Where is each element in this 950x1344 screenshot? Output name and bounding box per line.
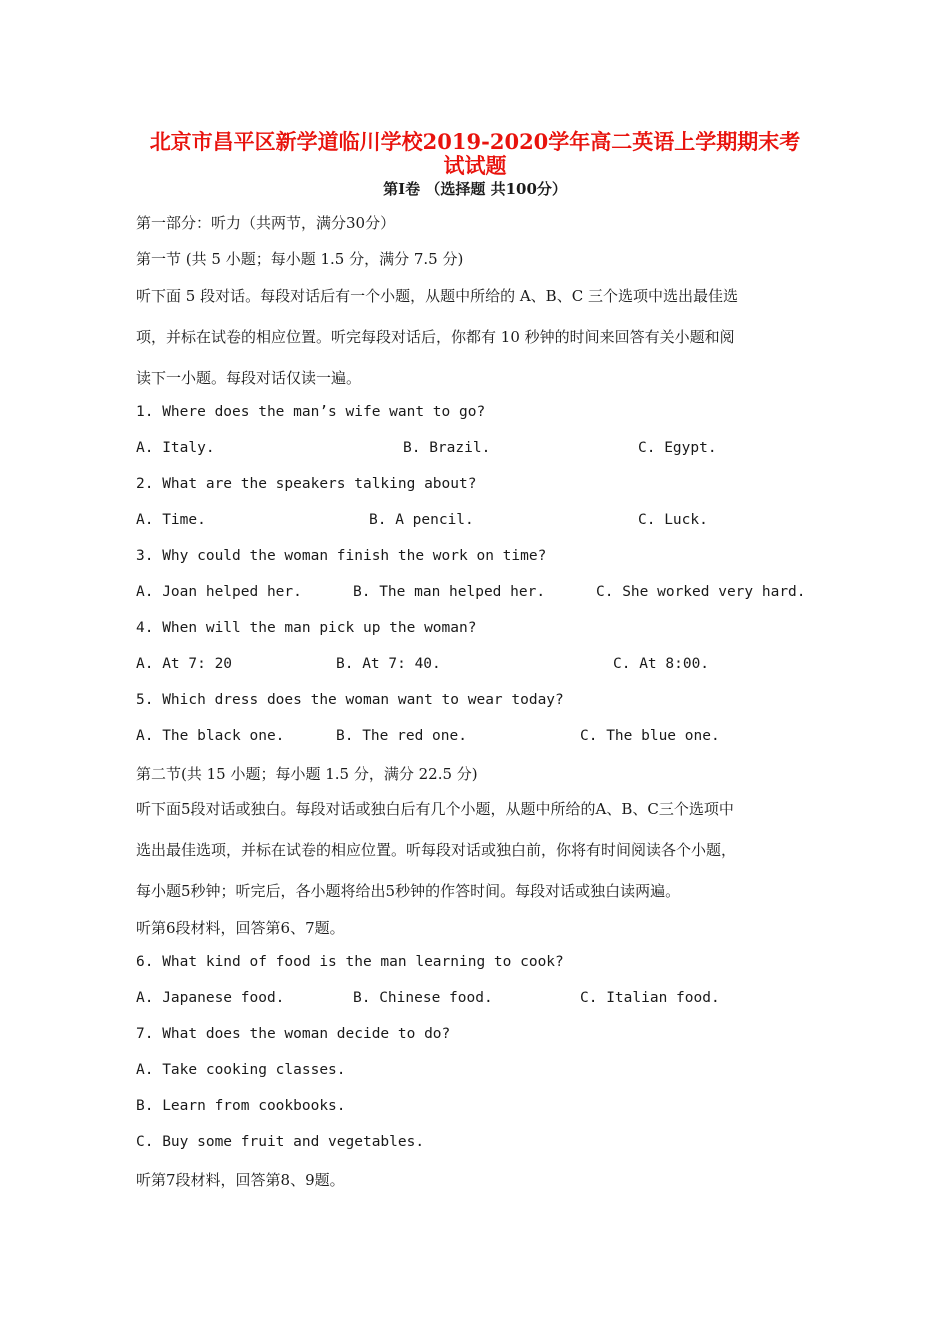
q5-option-b: B. The red one. xyxy=(336,728,467,744)
section-1-instruction: 听下面 5 段对话。每段对话后有一个小题，从题中所给的 A、B、C 三个选项中选出最佳选 xyxy=(136,287,738,305)
q1-option-a: A. Italy. xyxy=(136,440,215,456)
q4-option-b: B. At 7: 40. xyxy=(336,656,441,672)
section-1-instruction: 读下一小题。每段对话仅读一遍。 xyxy=(136,369,362,387)
question-2: 2. What are the speakers talking about? xyxy=(136,476,477,492)
section-2-instruction: 选出最佳选项，并标在试卷的相应位置。听每段对话或独白前，你将有时间阅读各个小题， xyxy=(136,841,737,859)
q1-option-b: B. Brazil. xyxy=(403,440,491,456)
section-2-instruction: 听下面5段对话或独白。每段对话或独白后有几个小题，从题中所给的A、B、C三个选项中 xyxy=(136,800,734,818)
material-7-heading: 听第7段材料，回答第8、9题。 xyxy=(136,1171,345,1189)
question-7: 7. What does the woman decide to do? xyxy=(136,1026,451,1042)
q2-option-b: B. A pencil. xyxy=(369,512,474,528)
material-6-heading: 听第6段材料，回答第6、7题。 xyxy=(136,919,345,937)
question-3: 3. Why could the woman finish the work on time? xyxy=(136,548,547,564)
q4-option-a: A. At 7: 20 xyxy=(136,656,233,672)
q3-option-a: A. Joan helped her. xyxy=(136,584,302,600)
q1-option-c: C. Egypt. xyxy=(638,440,717,456)
q3-option-b: B. The man helped her. xyxy=(353,584,546,600)
q7-option-a: A. Take cooking classes. xyxy=(136,1062,346,1078)
q6-option-a: A. Japanese food. xyxy=(136,990,285,1006)
q6-option-b: B. Chinese food. xyxy=(353,990,493,1006)
q3-option-c: C. She worked very hard. xyxy=(596,584,806,600)
section-1-instruction: 项，并标在试卷的相应位置。听完每段对话后，你都有 10 秒钟的时间来回答有关小题和阅 xyxy=(136,328,735,346)
q6-option-c: C. Italian food. xyxy=(580,990,720,1006)
q2-option-c: C. Luck. xyxy=(638,512,708,528)
section-2-heading: 第二节(共 15 小题；每小题 1.5 分，满分 22.5 分) xyxy=(136,765,478,783)
q2-option-a: A. Time. xyxy=(136,512,206,528)
question-4: 4. When will the man pick up the woman? xyxy=(136,620,477,636)
section-1-heading: 第一节 (共 5 小题；每小题 1.5 分，满分 7.5 分) xyxy=(136,250,464,268)
document-title-line-2: 试试题 xyxy=(443,153,507,178)
q4-option-c: C. At 8:00. xyxy=(613,656,710,672)
document-title-line-1: 北京市昌平区新学道临川学校2019-2020学年高二英语上学期期末考 xyxy=(149,129,801,154)
q5-option-c: C. The blue one. xyxy=(580,728,720,744)
paper-subtitle: 第Ⅰ卷 （选择题 共100分） xyxy=(383,180,567,198)
part-heading: 第一部分：听力（共两节，满分30分） xyxy=(136,214,396,232)
q7-option-b: B. Learn from cookbooks. xyxy=(136,1098,346,1114)
section-2-instruction: 每小题5秒钟；听完后，各小题将给出5秒钟的作答时间。每段对话或独白读两遍。 xyxy=(136,882,681,900)
question-5: 5. Which dress does the woman want to wear today? xyxy=(136,692,564,708)
question-6: 6. What kind of food is the man learning to cook? xyxy=(136,954,564,970)
q7-option-c: C. Buy some fruit and vegetables. xyxy=(136,1134,425,1150)
question-1: 1. Where does the man’s wife want to go? xyxy=(136,404,486,420)
q5-option-a: A. The black one. xyxy=(136,728,285,744)
